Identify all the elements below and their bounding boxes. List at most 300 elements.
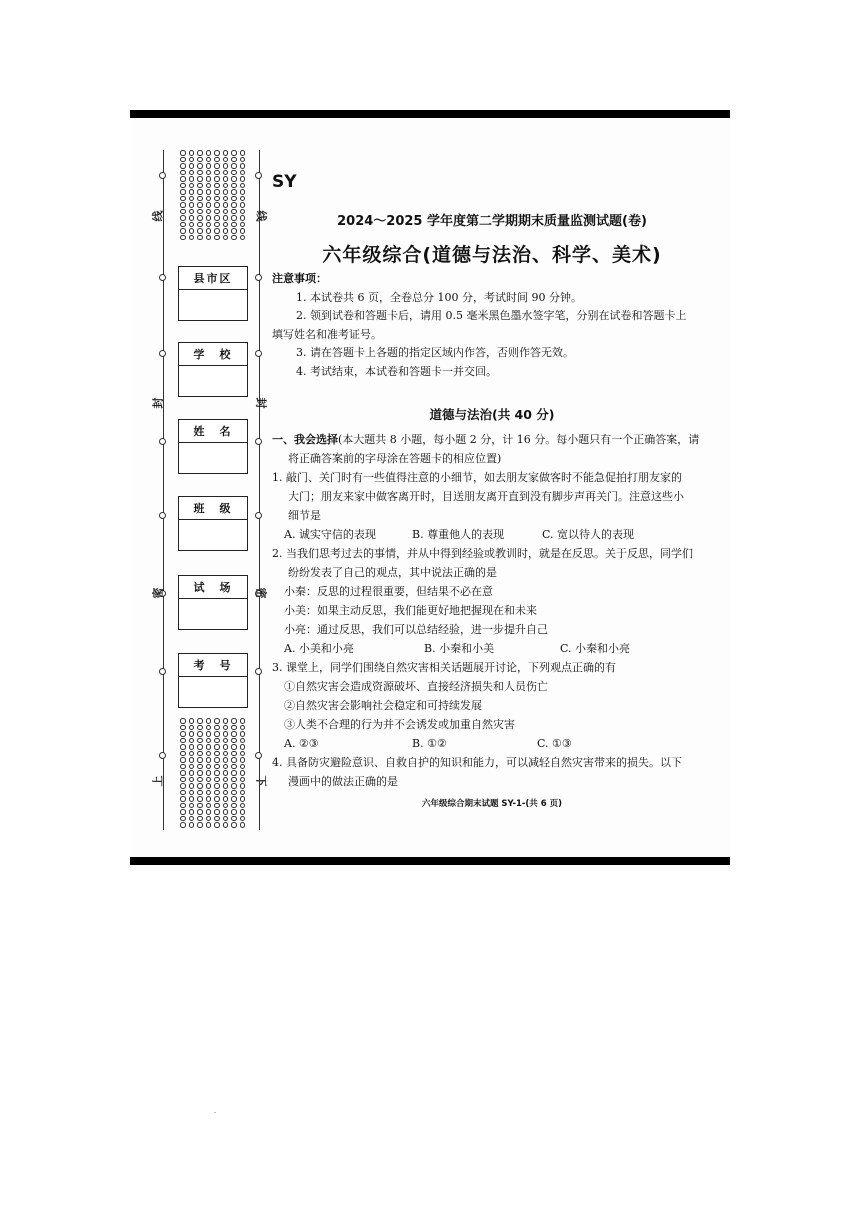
bubble-dot [197,803,203,809]
scan-speck [214,1112,216,1113]
field-label: 县市区 [179,267,247,290]
bubble-dot [231,170,237,176]
bubble-dot [231,150,237,156]
bubble-dot [214,209,220,215]
field-label: 姓 名 [179,420,247,443]
bubble-dot [223,209,229,215]
bubble-dot [189,189,195,195]
bubble-dot [189,150,195,156]
bubble-dot [231,209,237,215]
bubble-dot [214,235,220,241]
bubble-dot [189,816,195,822]
question-1-line: 1. 敲门、关门时有一些值得注意的小细节，如去朋友家做客时不能急促拍打朋友家的 [272,471,682,484]
bubble-dot [231,816,237,822]
bubble-dot [240,222,246,228]
bubble-dot [231,196,237,202]
bubble-dot [189,725,195,731]
bubble-dot [240,796,246,802]
bubble-dot [214,157,220,163]
bubble-dot [197,764,203,770]
bubble-dot [206,764,212,770]
bubble-dot [206,215,212,221]
bubble-dot [231,235,237,241]
bubble-dot [214,176,220,182]
bubble-dot [240,803,246,809]
exam-number-field [178,653,248,708]
bubble-dot [214,183,220,189]
binding-hole [159,438,166,445]
bubble-dot [197,209,203,215]
bubble-dot [180,235,186,241]
question-3-line: 3. 课堂上，同学们围绕自然灾害相关话题展开讨论，下列观点正确的有 [272,661,616,674]
question-1-options [272,525,712,544]
bubble-dot [189,176,195,182]
binding-hole [159,350,166,357]
bubble-dot [189,163,195,169]
bubble-dot [206,183,212,189]
bubble-dot [197,744,203,750]
bubble-dot [214,170,220,176]
note-item: 4. 考试结束，本试卷和答题卡一并交回。 [296,364,497,378]
bubble-dot [214,718,220,724]
bubble-dot [214,777,220,783]
bubble-dot [240,163,246,169]
bubble-dot [231,803,237,809]
bubble-dot [240,228,246,234]
bubble-dot [231,790,237,796]
bubble-dot [206,725,212,731]
section-title: 道德与法治(共 40 分) [429,407,555,422]
bubble-dot [206,150,212,156]
question-3-statement: ①自然灾害会造成资源破坏、直接经济损失和人员伤亡 [284,680,548,693]
bubble-dot [197,196,203,202]
binding-line-left [163,150,164,830]
field-label: 学 校 [179,343,247,366]
bubble-dot [214,770,220,776]
question-2-line: 2. 当我们思考过去的事情，并从中得到经验或教训时，就是在反思。关于反思，同学们 [272,547,693,560]
bubble-dot [223,215,229,221]
option-b[interactable]: B. 小秦和小美 [424,642,495,655]
bubble-dot [206,822,212,828]
question-3-statement: ③人类不合理的行为并不会诱发或加重自然灾害 [284,718,515,731]
bubble-dot [231,744,237,750]
bubble-dot [180,157,186,163]
bubble-dot [231,770,237,776]
bubble-dot [197,170,203,176]
bubble-dot [223,796,229,802]
bubble-dot [197,222,203,228]
bubble-dot [206,209,212,215]
bubble-dot [197,738,203,744]
seal-line-label: 密 [254,587,268,599]
option-c[interactable]: C. ①③ [537,737,572,750]
bubble-dot [214,163,220,169]
seal-line-label: 密 [151,587,165,599]
bubble-dot [180,770,186,776]
bubble-dot [180,718,186,724]
bubble-dot [214,744,220,750]
bubble-dot [180,757,186,763]
bubble-dot [240,202,246,208]
bubble-dot [197,202,203,208]
bubble-dot [197,228,203,234]
bubble-dot [231,809,237,815]
bubble-dot [206,757,212,763]
bubble-dot [189,209,195,215]
bubble-dot [197,770,203,776]
question-3-statement: ②自然灾害会影响社会稳定和可持续发展 [284,699,482,712]
bubble-dot [231,725,237,731]
bubble-dot [206,783,212,789]
bubble-dot [223,738,229,744]
bubble-dot [240,235,246,241]
binding-hole [159,668,166,675]
exam-code: SY [272,172,297,192]
bubble-dot [231,176,237,182]
bubble-dot [223,783,229,789]
field-box[interactable] [179,290,247,320]
questions [272,430,712,791]
bubble-dot [197,731,203,737]
bubble-dot [180,202,186,208]
question-2-statement: 小美：如果主动反思，我们能更好地把握现在和未来 [284,604,537,617]
binding-hole [255,274,262,281]
bubble-dot [223,777,229,783]
bubble-dot [223,176,229,182]
bubble-dot [214,725,220,731]
bubble-dot [223,770,229,776]
note-item: 3. 请在答题卡上各题的指定区域内作答，否则作答无效。 [296,346,574,359]
bubble-dot [206,170,212,176]
bubble-dot [231,718,237,724]
bubble-dot [206,777,212,783]
question-2-statement: 小秦：反思的过程很重要，但结果不必在意 [284,585,493,598]
bubble-dot [240,189,246,195]
bubble-dot [223,170,229,176]
bubble-dot [231,731,237,737]
bubble-dot [240,809,246,815]
bubble-dot [189,783,195,789]
question-2-options [272,639,712,658]
bubble-dot [231,783,237,789]
bubble-dot [180,196,186,202]
bubble-dot [189,770,195,776]
bubble-dot [197,150,203,156]
binding-hole [255,752,262,759]
bubble-dot [197,809,203,815]
bubble-dot [240,718,246,724]
note-item: 填写姓名和准考证号。 [272,327,382,341]
field-box[interactable] [179,520,247,550]
bubble-dot [189,170,195,176]
bubble-dot [214,751,220,757]
bubble-dot [206,202,212,208]
bubble-dot [206,803,212,809]
bubble-dot [214,803,220,809]
notes-heading: 注意事项： [272,272,327,285]
bubble-dot [214,816,220,822]
bubble-dot [206,228,212,234]
bubble-dot [214,757,220,763]
bubble-dot [206,790,212,796]
bubble-dot [206,163,212,169]
bubble-dot [180,816,186,822]
bubble-dot [223,744,229,750]
option-b[interactable]: B. ①② [412,737,447,750]
bubble-dot [189,796,195,802]
bubble-dot [206,738,212,744]
bubble-dot [180,725,186,731]
bubble-dot [214,189,220,195]
bubble-dot [240,822,246,828]
binding-hole [255,350,262,357]
part-label: 一、我会选择 [272,433,338,446]
bubble-dot [214,228,220,234]
bubble-dot [231,183,237,189]
bubble-dot [214,196,220,202]
bubble-dot [223,725,229,731]
school-field [178,342,248,397]
bubble-dot [231,228,237,234]
exam-title: 2024～2025 学年度第二学期期末质量监测试题(卷) [337,214,647,229]
bubble-dot [214,150,220,156]
bubble-dot [197,751,203,757]
bubble-dot [223,803,229,809]
seal-line-label: 封 [254,397,268,409]
field-box[interactable] [179,677,247,707]
option-c[interactable]: C. 小秦和小亮 [560,642,631,655]
bubble-dot [206,751,212,757]
question-1-line: 细节是 [288,509,321,522]
bubble-dot [197,757,203,763]
bubble-dot [240,157,246,163]
bubble-dot [197,718,203,724]
bubble-dot [197,725,203,731]
bubble-dot [231,751,237,757]
up-label: 上 [151,775,165,787]
binding-hole [255,438,262,445]
seal-line-label: 封 [151,397,165,409]
bubble-dot [240,731,246,737]
bubble-dot [189,196,195,202]
bubble-dot [223,816,229,822]
bubble-dot [206,176,212,182]
bubble-dot [206,157,212,163]
bubble-dot [180,790,186,796]
bubble-dot [231,738,237,744]
bubble-dot [180,222,186,228]
bubble-dot [206,718,212,724]
bubble-dot [189,757,195,763]
field-box[interactable] [179,443,247,473]
bubble-dot [214,222,220,228]
bubble-dot [189,183,195,189]
bubble-dot [206,196,212,202]
bubble-dot [206,744,212,750]
cut-line-label: 线 [151,210,165,222]
field-label: 考 号 [179,654,247,677]
bubble-dot [189,764,195,770]
bubble-dot [197,822,203,828]
question-3-options [272,734,712,753]
bubble-dot [189,790,195,796]
county-field [178,266,248,321]
bubble-dot [223,163,229,169]
bubble-dot [197,157,203,163]
bubble-dot [223,751,229,757]
part-desc-cont: 将正确答案前的字母涂在答题卡的相应位置) [288,452,502,465]
bubble-dot [180,176,186,182]
bubble-dot [180,783,186,789]
option-b[interactable]: B. 尊重他人的表现 [412,528,505,541]
bubble-dot [240,738,246,744]
field-label: 班 级 [179,497,247,520]
bubble-dot [231,157,237,163]
bubble-dot [206,796,212,802]
bubble-dot [206,222,212,228]
bubble-dot [206,189,212,195]
bubble-dot [206,731,212,737]
notes-section [272,270,712,381]
bubble-dot [231,822,237,828]
bubble-dot [180,170,186,176]
binding-hole [159,274,166,281]
bubble-dot [180,731,186,737]
bubble-dot [189,809,195,815]
field-box[interactable] [179,599,247,629]
bubble-dot [189,215,195,221]
bubble-dot [231,189,237,195]
bubble-dot [240,150,246,156]
bubble-dot [223,222,229,228]
bubble-dot [189,718,195,724]
bubble-dot [240,783,246,789]
bubble-dot [206,235,212,241]
part-instructions [272,430,712,449]
bubble-dot [231,777,237,783]
bubble-dot [240,744,246,750]
bubble-dot [223,731,229,737]
exam-subtitle: 六年级综合(道德与法治、科学、美术) [322,244,662,266]
bubble-dot [231,215,237,221]
bubble-dot [180,822,186,828]
bubble-dot [189,202,195,208]
bubble-dot [180,803,186,809]
bubble-dot [223,757,229,763]
field-label: 试 场 [179,576,247,599]
bubble-dot [180,189,186,195]
bubble-dot [214,796,220,802]
bubble-dot [223,228,229,234]
bubble-dot [189,228,195,234]
bubble-dot [240,757,246,763]
bubble-dot [189,803,195,809]
bubble-dot [214,790,220,796]
option-a[interactable]: A. ②③ [284,737,319,750]
bubble-dot [180,183,186,189]
bubble-grid-bottom [180,718,246,829]
bubble-dot [223,822,229,828]
question-1-line: 大门；朋友来家中做客离开时，目送朋友离开直到没有脚步声再关门。注意这些小 [288,490,684,503]
bubble-dot [206,770,212,776]
bubble-dot [189,731,195,737]
bubble-dot [240,790,246,796]
bubble-dot [180,764,186,770]
bubble-dot [206,816,212,822]
bubble-dot [180,751,186,757]
bubble-dot [214,731,220,737]
question-4-line: 4. 具备防灾避险意识、自救自护的知识和能力，可以减轻自然灾害带来的损失。以下 [272,756,682,769]
bubble-dot [240,209,246,215]
bubble-dot [197,176,203,182]
bubble-dot [197,816,203,822]
bubble-dot [180,796,186,802]
bubble-dot [240,183,246,189]
bubble-dot [189,235,195,241]
binding-hole [159,512,166,519]
bubble-dot [189,777,195,783]
question-2-statement: 小亮：通过反思，我们可以总结经验，进一步提升自己 [284,623,548,636]
bubble-dot [231,202,237,208]
bubble-dot [180,809,186,815]
bubble-dot [197,783,203,789]
exam-room-field [178,575,248,630]
bubble-dot [223,150,229,156]
bubble-dot [206,809,212,815]
bubble-dot [189,744,195,750]
note-item: 2. 领到试卷和答题卡后，请用 0.5 毫米黑色墨水签字笔，分别在试卷和答题卡上 [296,309,687,322]
name-field [178,419,248,474]
page-footer: 六年级综合期末试题 SY-1-(共 6 页) [421,799,563,809]
bottom-black-bar [130,857,730,865]
bubble-dot [197,777,203,783]
bubble-dot [180,744,186,750]
bubble-dot [240,196,246,202]
bubble-dot [189,157,195,163]
option-a[interactable]: A. 诚实守信的表现 [284,528,376,541]
bubble-dot [223,183,229,189]
note-item: 1. 本试卷共 6 页，全卷总分 100 分，考试时间 90 分钟。 [296,290,582,304]
binding-hole [159,172,166,179]
bubble-dot [214,764,220,770]
bubble-dot [197,183,203,189]
bubble-dot [214,809,220,815]
bubble-dot [240,770,246,776]
bubble-dot [240,764,246,770]
bubble-dot [197,235,203,241]
bubble-dot [197,163,203,169]
bubble-dot [189,222,195,228]
bubble-dot [223,790,229,796]
part-desc: (本大题共 8 小题，每小题 2 分，计 16 分。每小题只有一个正确答案，请 [338,433,700,446]
option-c[interactable]: C. 宽以待人的表现 [542,528,635,541]
class-field [178,496,248,551]
bubble-dot [214,822,220,828]
bubble-dot [180,150,186,156]
option-a[interactable]: A. 小美和小亮 [284,642,354,655]
bubble-dot [214,738,220,744]
bubble-dot [223,157,229,163]
bubble-dot [223,809,229,815]
question-4-line: 漫画中的做法正确的是 [288,775,398,788]
bubble-dot [180,738,186,744]
bubble-dot [240,176,246,182]
field-box[interactable] [179,366,247,396]
bubble-dot [223,196,229,202]
down-label: 下 [254,775,268,787]
bubble-dot [223,718,229,724]
bubble-dot [240,725,246,731]
